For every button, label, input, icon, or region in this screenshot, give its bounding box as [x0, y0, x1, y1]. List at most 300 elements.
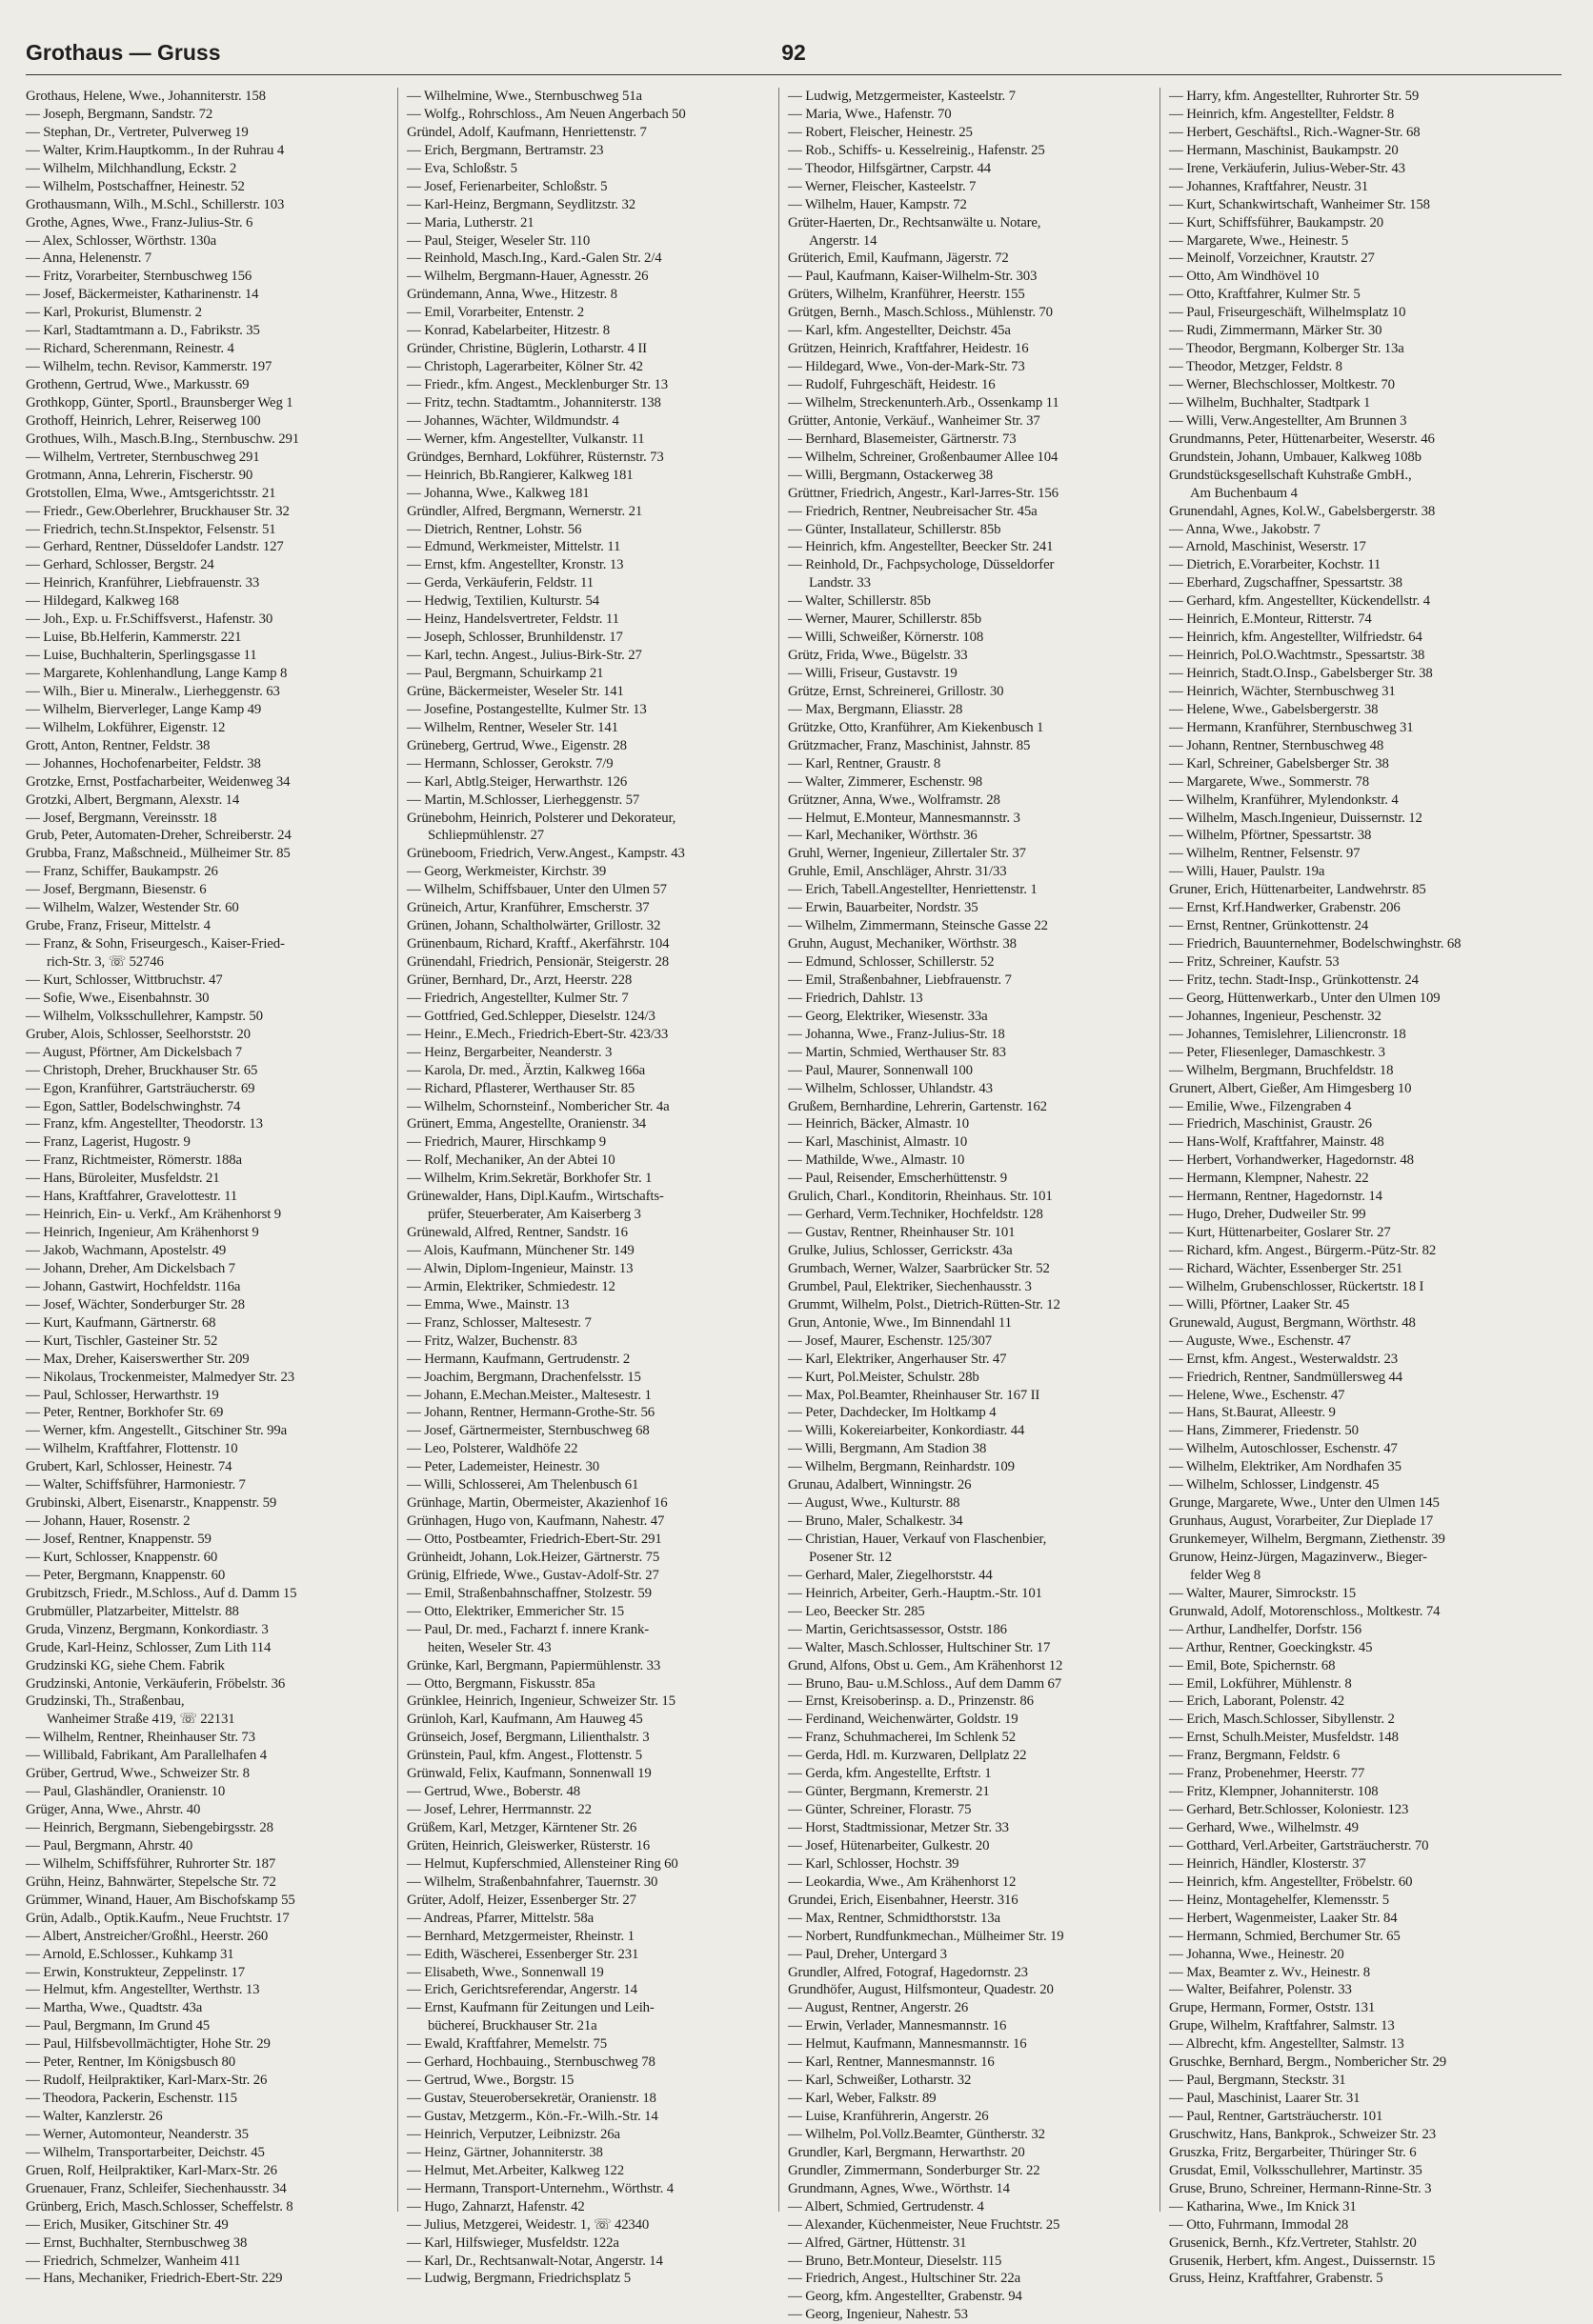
directory-entry: Grotzke, Ernst, Postfacharbeiter, Weidenweg 34 [26, 773, 291, 790]
directory-entry: — Heinrich, Arbeiter, Gerh.-Hauptm.-Str. 101 [788, 1585, 1042, 1601]
directory-entry: — Heinrich, Händler, Klosterstr. 37 [1169, 1855, 1366, 1872]
directory-entry: Grulke, Julius, Schlosser, Gerrickstr. 43a [788, 1243, 1013, 1258]
directory-entry: Grothues, Wilh., Masch.B.Ing., Sternbuschw. 291 [26, 431, 300, 447]
directory-entry: — Joh., Exp. u. Fr.Schiffsverst., Hafenstr. 30 [26, 611, 273, 628]
directory-entry: Grusenik, Herbert, kfm. Angest., Duissernstr. 15 [1169, 2253, 1436, 2269]
directory-entry: — Hans, Büroleiter, Musfeldstr. 21 [26, 1171, 220, 1187]
directory-entry: Grundmanns, Peter, Hüttenarbeiter, Weserstr. 46 [1169, 431, 1435, 447]
directory-entry: — Dietrich, E.Vorarbeiter, Kochstr. 11 [1169, 557, 1381, 573]
directory-entry: Grunwald, Adolf, Motorenschloss., Moltkestr. 74 [1169, 1603, 1441, 1619]
directory-entry: — Kurt, Schlosser, Wittbruchstr. 47 [26, 972, 223, 988]
directory-entry: — Heinrich, Pol.O.Wachtmstr., Spessartstr. 38 [1169, 648, 1425, 664]
directory-entry: Grupe, Hermann, Former, Oststr. 131 [1169, 2000, 1376, 2016]
directory-entry: — Max, Rentner, Schmidthorststr. 13a [788, 1910, 1000, 1926]
directory-entry: — Christian, Hauer, Verkauf von Flaschenbier, [788, 1532, 1047, 1547]
directory-entry: — Ernst, Buchhalter, Sternbuschweg 38 [26, 2234, 248, 2251]
directory-entry: Grünendahl, Friedrich, Pensionär, Steigerstr. 28 [407, 954, 669, 970]
directory-entry: — Erich, Laborant, Polenstr. 42 [1169, 1693, 1344, 1710]
directory-entry: — Heinz, Handelsvertreter, Feldstr. 11 [407, 611, 619, 628]
directory-entry: Grothaus, Helene, Wwe., Johanniterstr. 158 [26, 89, 266, 104]
directory-entry: — Josef, Lehrer, Herrmannstr. 22 [407, 1802, 592, 1818]
directory-entry: — Erich, Bergmann, Bertramstr. 23 [407, 142, 604, 158]
directory-entry: — Karl, Abtlg.Steiger, Herwarthstr. 126 [407, 773, 628, 790]
directory-entry: — Wilhelm, Grubenschlosser, Rückertstr. 18 I [1169, 1278, 1424, 1294]
directory-entry: Grünhage, Martin, Obermeister, Akazienhof 16 [407, 1495, 668, 1512]
directory-entry: — Werner, Blechschlosser, Moltkestr. 70 [1169, 377, 1395, 392]
directory-entry: — Eva, Schloßstr. 5 [407, 160, 517, 176]
directory-entry: — Otto, Am Windhövel 10 [1169, 269, 1320, 285]
directory-entry: — Walter, Schillerstr. 85b [788, 593, 931, 610]
directory-entry: Grub, Peter, Automaten-Dreher, Schreiberstr. 24 [26, 828, 292, 844]
directory-entry: — Heinrich, kfm. Angestellter, Wilfriedstr. 64 [1169, 630, 1422, 646]
directory-entry: — Gerhard, Wwe., Wilhelmstr. 49 [1169, 1820, 1359, 1835]
directory-entry: Grunau, Adalbert, Winningstr. 26 [788, 1477, 972, 1493]
directory-entry: — Heinrich, Ein- u. Verkf., Am Krähenhorst 9 [26, 1207, 282, 1223]
directory-entry: — Heinrich, Kranführer, Liebfrauenstr. 33 [26, 575, 260, 591]
directory-entry: — Erich, Tabell.Angestellter, Henriettenstr. 1 [788, 882, 1038, 898]
directory-entry: — Erwin, Verlader, Mannesmannstr. 16 [788, 2018, 1007, 2034]
directory-entry: Grudzinski, Th., Straßenbau, [26, 1693, 185, 1710]
directory-entry: — Fritz, Vorarbeiter, Sternbuschweg 156 [26, 269, 252, 285]
directory-entry: — Heinr., E.Mech., Friedrich-Ebert-Str. 423/33 [407, 1026, 669, 1042]
directory-entry: — Helene, Wwe., Gabelsbergerstr. 38 [1169, 701, 1379, 717]
directory-entry: Grundler, Zimmermann, Sonderburger Str. 22 [788, 2162, 1040, 2178]
directory-entry: — Gotthard, Verl.Arbeiter, Gartsträucherstr. 70 [1169, 1837, 1429, 1853]
directory-entry: — Wilhelm, Walzer, Westender Str. 60 [26, 900, 239, 916]
directory-entry: — Wilhelm, Volksschullehrer, Kampstr. 50 [26, 1008, 263, 1024]
directory-entry: — Werner, Automonteur, Neanderstr. 35 [26, 2126, 249, 2142]
directory-entry: Grützke, Otto, Kranführer, Am Kiekenbusch 1 [788, 719, 1044, 735]
directory-entry: — Leo, Beecker Str. 285 [788, 1603, 925, 1619]
directory-entry: — Arnold, E.Schlosser., Kuhkamp 31 [26, 1946, 234, 1962]
directory-entry: Grubba, Franz, Maßschneid., Mülheimer Str. 85 [26, 846, 291, 862]
directory-entry: — Fritz, Walzer, Buchenstr. 83 [407, 1332, 577, 1349]
directory-entry: — Wilhelm, Schiffsbauer, Unter den Ulmen 57 [407, 882, 667, 898]
directory-entry: — Friedr., Gew.Oberlehrer, Bruckhauser Str. 32 [26, 503, 290, 519]
directory-entry: — Friedrich, Dahlstr. 13 [788, 990, 923, 1006]
directory-entry: — Max, Dreher, Kaiserswerther Str. 209 [26, 1351, 250, 1367]
directory-entry: — Martin, M.Schlosser, Lierheggenstr. 57 [407, 791, 640, 808]
directory-entry: — Heinrich, Stadt.O.Insp., Gabelsberger Str. 38 [1169, 666, 1433, 681]
directory-entry: — Hans, Kraftfahrer, Gravelottestr. 11 [26, 1189, 238, 1205]
directory-entry: — Richard, Pflasterer, Werthauser Str. 85 [407, 1080, 635, 1096]
directory-entry: — Josef, Bäckermeister, Katharinenstr. 14 [26, 287, 259, 303]
directory-entry: — Reinhold, Dr., Fachpsychologe, Düsseldorfer [788, 557, 1055, 573]
directory-entry: — Wilhelm, Schornsteinf., Nombericher Str. 4a [407, 1098, 670, 1114]
directory-entry: Grubinski, Albert, Eisenarstr., Knappenstr. 59 [26, 1495, 277, 1512]
directory-entry: Grulich, Charl., Konditorin, Rheinhaus. Str. 101 [788, 1189, 1053, 1205]
directory-entry: — Josef, Rentner, Knappenstr. 59 [26, 1532, 212, 1547]
directory-entry: Grüneberg, Gertrud, Wwe., Eigenstr. 28 [407, 737, 627, 753]
directory-entry: Grüßem, Karl, Metzger, Kärntener Str. 26 [407, 1820, 637, 1835]
directory-entry: — Theodor, Hilfsgärtner, Carpstr. 44 [788, 160, 991, 176]
directory-entry: — Franz, Schiffer, Baukampstr. 26 [26, 864, 218, 880]
directory-entry: — Auguste, Wwe., Eschenstr. 47 [1169, 1332, 1351, 1349]
directory-entry: — Willi, Friseur, Gustavstr. 19 [788, 666, 958, 681]
directory-entry: Grütgen, Bernh., Masch.Schloss., Mühlenstr. 70 [788, 305, 1053, 321]
directory-entry: — Hildegard, Wwe., Von-der-Mark-Str. 73 [788, 359, 1025, 375]
directory-entry: Gruschke, Bernhard, Bergm., Nombericher Str. 29 [1169, 2054, 1447, 2071]
directory-entry: Grupe, Wilhelm, Kraftfahrer, Salmstr. 13 [1169, 2018, 1395, 2034]
directory-entry: — Johannes, Temislehrer, Liliencronstr. 18 [1169, 1026, 1406, 1042]
directory-entry: — Josef, Wächter, Sonderburger Str. 28 [26, 1296, 245, 1312]
directory-entry: — Hermann, Schmied, Berchumer Str. 65 [1169, 1928, 1401, 1944]
directory-entry: — Karl, kfm. Angestellter, Deichstr. 45a [788, 323, 1011, 339]
directory-entry: — Wilh., Bier u. Mineralw., Lierheggenstr. 63 [26, 683, 280, 699]
directory-entry: Grünseich, Josef, Bergmann, Lilienthalstr. 3 [407, 1730, 650, 1746]
directory-entry: Gründges, Bernhard, Lokführer, Rüsternstr. 73 [407, 449, 664, 465]
directory-entry: — Paul, Bergmann, Im Grund 45 [26, 2018, 211, 2034]
directory-entry: — Reinhold, Masch.Ing., Kard.-Galen Str. 2/4 [407, 250, 662, 267]
directory-entry: — Wilhelmine, Wwe., Sternbuschweg 51a [407, 89, 642, 104]
directory-entry: — Karl, Weber, Falkstr. 89 [788, 2091, 937, 2107]
directory-entry: — Wilhelm, Krim.Sekretär, Borkhofer Str. 1 [407, 1171, 653, 1187]
directory-entry: — Georg, Hüttenwerkarb., Unter den Ulmen 109 [1169, 990, 1441, 1006]
directory-entry: — Emil, Straßenbahner, Liebfrauenstr. 7 [788, 972, 1012, 988]
directory-entry: Grundstücksgesellschaft Kuhstraße GmbH., [1169, 467, 1412, 483]
directory-entry: Gruhn, August, Mechaniker, Wörthstr. 38 [788, 936, 1017, 952]
directory-entry: Gruhl, Werner, Ingenieur, Zillertaler Str. 37 [788, 846, 1026, 862]
directory-entry: — Paul, Dr. med., Facharzt f. innere Krank- [407, 1621, 650, 1637]
directory-entry: — Günter, Installateur, Schillerstr. 85b [788, 521, 1001, 537]
directory-entry: — Heinz, Bergarbeiter, Neanderstr. 3 [407, 1044, 613, 1060]
directory-entry: — Ernst, Krf.Handwerker, Grabenstr. 206 [1169, 900, 1401, 916]
directory-entry: — Joseph, Bergmann, Sandstr. 72 [26, 106, 213, 122]
directory-entry: Grüneboom, Friedrich, Verw.Angest., Kampstr. 43 [407, 846, 685, 862]
directory-entry: — Emil, Lokführer, Mühlenstr. 8 [1169, 1675, 1352, 1692]
directory-entry: — Wilhelm, Bergmann-Hauer, Agnesstr. 26 [407, 269, 649, 285]
directory-entry: büchereí, Bruckhauser Str. 21a [428, 2018, 597, 2034]
directory-entry: — Paul, Rentner, Gartsträucherstr. 101 [1169, 2109, 1383, 2124]
directory-entry: — Wilhelm, Masch.Ingenieur, Duissernstr. 12 [1169, 810, 1422, 826]
directory-entry: Gruber, Alois, Schlosser, Seelhorststr. 20 [26, 1026, 251, 1042]
directory-entry: — Gerda, kfm. Angestellte, Erftstr. 1 [788, 1766, 992, 1782]
directory-entry: Grunkemeyer, Wilhelm, Bergmann, Ziethenstr. 39 [1169, 1532, 1445, 1547]
directory-entry: — Johannes, Wächter, Wildmundstr. 4 [407, 412, 619, 429]
directory-entry: — Karl, Rentner, Graustr. 8 [788, 755, 941, 771]
directory-entry: Gruse, Bruno, Schreiner, Hermann-Rinne-Str. 3 [1169, 2180, 1432, 2196]
directory-entry: — Kurt, Kaufmann, Gärtnerstr. 68 [26, 1314, 216, 1331]
directory-entry: — Heinrich, Wächter, Sternbuschweg 31 [1169, 683, 1396, 699]
directory-entry: — Arnold, Maschinist, Weserstr. 17 [1169, 539, 1366, 555]
directory-entry: Grummt, Wilhelm, Polst., Dietrich-Rütten-Str. 12 [788, 1296, 1060, 1312]
directory-entry: — Maria, Lutherstr. 21 [407, 214, 534, 230]
directory-entry: — Wilhelm, Rentner, Felsenstr. 97 [1169, 846, 1361, 862]
directory-entry: — Harry, kfm. Angestellter, Ruhrorter Str. 59 [1169, 89, 1420, 104]
directory-entry: Gruhle, Emil, Anschläger, Ahrstr. 31/33 [788, 864, 1007, 880]
directory-entry: — Karola, Dr. med., Ärztin, Kalkweg 166a [407, 1062, 645, 1078]
directory-entry: — Karl, techn. Angest., Julius-Birk-Str. 27 [407, 648, 642, 664]
directory-entry: — Bernhard, Metzgermeister, Rheinstr. 1 [407, 1928, 635, 1944]
directory-entry: — Anna, Helenenstr. 7 [26, 250, 152, 267]
directory-entry: — Edith, Wäscherei, Essenberger Str. 231 [407, 1946, 639, 1962]
directory-entry: — Franz, Richtmeister, Römerstr. 188a [26, 1152, 242, 1169]
directory-entry: — Wilhelm, Pförtner, Spessartstr. 38 [1169, 828, 1372, 844]
directory-entry: — Richard, Scherenmann, Reinestr. 4 [26, 341, 234, 357]
directory-entry: — Peter, Bergmann, Knappenstr. 60 [26, 1567, 226, 1583]
directory-entry: — Georg, Werkmeister, Kirchstr. 39 [407, 864, 607, 880]
directory-entry: — Maria, Wwe., Hafenstr. 70 [788, 106, 952, 122]
directory-entry: — Albert, Schmied, Gertrudenstr. 4 [788, 2198, 984, 2214]
directory-entry: — Willi, Kokereiarbeiter, Konkordiastr. 44 [788, 1423, 1025, 1439]
directory-entry: — Norbert, Rundfunkmechan., Mülheimer Str. 19 [788, 1928, 1064, 1944]
directory-entry: Grütz, Frida, Wwe., Bügelstr. 33 [788, 648, 968, 664]
directory-entry: — August, Wwe., Kulturstr. 88 [788, 1495, 960, 1512]
directory-entry: — Karl, Stadtamtmann a. D., Fabrikstr. 35 [26, 323, 260, 339]
directory-entry: — Helmut, Kupferschmied, Allensteiner Ring 60 [407, 1855, 678, 1872]
directory-entry: — Arthur, Rentner, Goeckingkstr. 45 [1169, 1639, 1373, 1655]
directory-entry: — Gustav, Rentner, Rheinhauser Str. 101 [788, 1225, 1016, 1241]
directory-entry: — Irene, Verkäuferin, Julius-Weber-Str. 43 [1169, 160, 1405, 176]
directory-entry: — Heinrich, Ingenieur, Am Krähenhorst 9 [26, 1225, 259, 1241]
directory-entry: — Theodora, Packerin, Eschenstr. 115 [26, 2091, 237, 2107]
directory-entry: Grüner, Bernhard, Dr., Arzt, Heerstr. 228 [407, 972, 633, 988]
directory-entry: Grubmüller, Platzarbeiter, Mittelstr. 88 [26, 1603, 239, 1619]
directory-entry: — Wolfg., Rohrschloss., Am Neuen Angerbach 50 [407, 106, 686, 122]
directory-entry: — Fritz, Klempner, Johanniterstr. 108 [1169, 1784, 1379, 1800]
directory-entry: — Friedrich, techn.St.Inspektor, Felsenstr. 51 [26, 521, 276, 537]
directory-entry: — Wilhelm, Bergmann, Bruchfeldstr. 18 [1169, 1062, 1394, 1078]
directory-entry: — Christoph, Lagerarbeiter, Kölner Str. 42 [407, 359, 643, 375]
directory-entry: — Rolf, Mechaniker, An der Abtei 10 [407, 1152, 615, 1169]
directory-entry: — Sofie, Wwe., Eisenbahnstr. 30 [26, 990, 210, 1006]
directory-entry: — Leo, Polsterer, Waldhöfe 22 [407, 1441, 578, 1457]
directory-entry: Grusenick, Bernh., Kfz.Vertreter, Stahlstr. 20 [1169, 2234, 1417, 2251]
directory-entry: Grünebohm, Heinrich, Polsterer und Dekorateur, [407, 810, 676, 826]
directory-entry: — Helmut, Met.Arbeiter, Kalkweg 122 [407, 2162, 624, 2178]
directory-entry: Grünig, Elfriede, Wwe., Gustav-Adolf-Str. 27 [407, 1567, 659, 1583]
directory-entry: — Johannes, Ingenieur, Peschenstr. 32 [1169, 1008, 1381, 1024]
directory-entry: — Bruno, Betr.Monteur, Dieselstr. 115 [788, 2253, 1002, 2269]
directory-entry: — Joseph, Schlosser, Brunhildenstr. 17 [407, 630, 623, 646]
directory-entry: — Paul, Reisender, Emscherhüttenstr. 9 [788, 1171, 1008, 1187]
directory-entry: Grunhaus, August, Vorarbeiter, Zur Dieplade 17 [1169, 1513, 1434, 1530]
directory-entry: Grothenn, Gertrud, Wwe., Markusstr. 69 [26, 377, 250, 392]
directory-entry: — Richard, Wächter, Essenberger Str. 251 [1169, 1260, 1403, 1276]
directory-entry: Grünewald, Alfred, Rentner, Sandstr. 16 [407, 1225, 628, 1241]
directory-entry: — Otto, Kraftfahrer, Kulmer Str. 5 [1169, 287, 1361, 303]
directory-entry: — Kurt, Hüttenarbeiter, Goslarer Str. 27 [1169, 1225, 1391, 1241]
directory-entry: — Wilhelm, techn. Revisor, Kammerstr. 197 [26, 359, 272, 375]
directory-entry: Grützner, Anna, Wwe., Wolframstr. 28 [788, 791, 1000, 808]
directory-entry: — Max, Beamter z. Wv., Heinestr. 8 [1169, 1964, 1371, 1980]
directory-entry: — Paul, Bergmann, Schuirkamp 21 [407, 666, 604, 681]
directory-entry: Grubitzsch, Friedr., M.Schloss., Auf d. Damm 15 [26, 1585, 297, 1601]
directory-entry: — Otto, Bergmann, Fiskusstr. 85a [407, 1675, 595, 1692]
directory-entry: Grünert, Emma, Angestellte, Oranienstr. 34 [407, 1116, 646, 1132]
directory-entry: — Johanna, Wwe., Heinestr. 20 [1169, 1946, 1344, 1962]
directory-entry: — Katharina, Wwe., Im Knick 31 [1169, 2198, 1357, 2214]
directory-entry: — Albrecht, kfm. Angestellter, Salmstr. 13 [1169, 2036, 1404, 2053]
directory-entry: — Konrad, Kabelarbeiter, Hitzestr. 8 [407, 323, 611, 339]
directory-entry: — Martha, Wwe., Quadtstr. 43a [26, 2000, 203, 2016]
directory-entry: — Gerhard, Schlosser, Bergstr. 24 [26, 557, 214, 573]
directory-entry: — Hugo, Dreher, Dudweiler Str. 99 [1169, 1207, 1366, 1223]
directory-entry: — Albert, Anstreicher/Großhl., Heerstr. 260 [26, 1928, 269, 1944]
column-2 [407, 88, 769, 2287]
directory-entry: — Ernst, Kaufmann für Zeitungen und Leih- [407, 2000, 655, 2016]
directory-entry: Grün, Adalb., Optik.Kaufm., Neue Fruchtstr. 17 [26, 1910, 290, 1926]
directory-entry: Gründemann, Anna, Wwe., Hitzestr. 8 [407, 287, 617, 303]
directory-entry: — Johann, Rentner, Sternbuschweg 48 [1169, 737, 1384, 753]
directory-entry: — Paul, Steiger, Weseler Str. 110 [407, 232, 591, 249]
directory-entry: Grütter, Antonie, Verkäuf., Wanheimer Str. 37 [788, 412, 1040, 429]
directory-entry: Wanheimer Straße 419, ☏ 22131 [47, 1712, 235, 1728]
directory-entry: — Wilhelm, Bergmann, Reinhardstr. 109 [788, 1459, 1015, 1475]
directory-entry: — Heinrich, Bb.Rangierer, Kalkweg 181 [407, 467, 634, 483]
directory-entry: — Willi, Bergmann, Am Stadion 38 [788, 1441, 987, 1457]
directory-entry: — Eberhard, Zugschaffner, Spessartstr. 38 [1169, 575, 1402, 591]
directory-entry: Gruen, Rolf, Heilpraktiker, Karl-Marx-Str. 26 [26, 2162, 277, 2178]
directory-entry: — Emilie, Wwe., Filzengraben 4 [1169, 1098, 1352, 1114]
directory-entry: Grumbach, Werner, Walzer, Saarbrücker Str. 52 [788, 1260, 1050, 1276]
directory-entry: Grünklee, Heinrich, Ingenieur, Schweizer Str. 15 [407, 1693, 676, 1710]
directory-entry: Grunge, Margarete, Wwe., Unter den Ulmen 145 [1169, 1495, 1440, 1512]
directory-entry: — Paul, Glashändler, Oranienstr. 10 [26, 1784, 226, 1800]
column-divider [778, 88, 779, 2212]
column-4 [1169, 88, 1531, 2287]
directory-entry: — Georg, Elektriker, Wiesenstr. 33a [788, 1008, 988, 1024]
directory-entry: — Franz, Schuhmacherei, Im Schlenk 52 [788, 1730, 1016, 1746]
directory-entry: — Wilhelm, Rentner, Weseler Str. 141 [407, 719, 618, 735]
directory-entry: Grüter-Haerten, Dr., Rechtsanwälte u. Notare, [788, 214, 1041, 230]
directory-entry: — Bernhard, Blasemeister, Gärtnerstr. 73 [788, 431, 1017, 447]
directory-entry: — Max, Pol.Beamter, Rheinhauser Str. 167 II [788, 1387, 1040, 1403]
directory-entry: — Ludwig, Bergmann, Friedrichsplatz 5 [407, 2271, 631, 2287]
directory-entry: — Karl, Dr., Rechtsanwalt-Notar, Angerstr. 14 [407, 2253, 663, 2269]
column-divider [397, 88, 398, 2212]
directory-entry: Grünloh, Karl, Kaufmann, Am Hauweg 45 [407, 1712, 643, 1728]
directory-entry: — Mathilde, Wwe., Almastr. 10 [788, 1152, 965, 1169]
directory-entry: — Willi, Schlosserei, Am Thelenbusch 61 [407, 1477, 639, 1493]
directory-entry: Grundmann, Agnes, Wwe., Wörthstr. 14 [788, 2180, 1010, 2196]
directory-entry: — Theodor, Bergmann, Kolberger Str. 13a [1169, 341, 1404, 357]
directory-entry: Grundhöfer, August, Hilfsmonteur, Quadestr. 20 [788, 1982, 1054, 1998]
directory-entry: — Peter, Dachdecker, Im Holtkamp 4 [788, 1405, 997, 1421]
directory-entry: Grüneich, Artur, Kranführer, Emscherstr. 37 [407, 900, 650, 916]
directory-entry: — Willi, Hauer, Paulstr. 19a [1169, 864, 1325, 880]
header-rule [26, 74, 1562, 75]
directory-entry: Grotstollen, Elma, Wwe., Amtsgerichtsstr. 21 [26, 485, 276, 501]
directory-entry: — Peter, Rentner, Im Königsbusch 80 [26, 2054, 236, 2071]
directory-entry: — Josef, Hütenarbeiter, Gulkestr. 20 [788, 1837, 990, 1853]
directory-entry: — Walter, Masch.Schlosser, Hultschiner Str. 17 [788, 1639, 1051, 1655]
directory-entry: — Johanna, Wwe., Kalkweg 181 [407, 485, 590, 501]
directory-entry: Grudzinski, Antonie, Verkäuferin, Fröbelstr. 36 [26, 1675, 286, 1692]
directory-entry: — Theodor, Metzger, Feldstr. 8 [1169, 359, 1342, 375]
directory-entry: Grüterich, Emil, Kaufmann, Jägerstr. 72 [788, 250, 1009, 267]
directory-entry: — Werner, kfm. Angestellt., Gitschiner Str. 99a [26, 1423, 288, 1439]
directory-entry: — Luise, Buchhalterin, Sperlingsgasse 11 [26, 648, 257, 664]
directory-entry: — Paul, Dreher, Untergard 3 [788, 1946, 947, 1962]
directory-entry: — Johann, Dreher, Am Dickelsbach 7 [26, 1260, 235, 1276]
directory-entry: Angerstr. 14 [809, 232, 877, 249]
directory-entry: — Herbert, Geschäftsl., Rich.-Wagner-Str. 68 [1169, 124, 1421, 140]
directory-entry: — Wilhelm, Kranführer, Mylendonkstr. 4 [1169, 791, 1399, 808]
directory-entry: — Robert, Fleischer, Heinestr. 25 [788, 124, 973, 140]
directory-entry: — Alex, Schlosser, Wörthstr. 130a [26, 232, 217, 249]
directory-entry: — Wilhelm, Vertreter, Sternbuschweg 291 [26, 449, 260, 465]
directory-entry: — Johannes, Kraftfahrer, Neustr. 31 [1169, 178, 1369, 194]
directory-entry: — Johann, Hauer, Rosenstr. 2 [26, 1513, 191, 1530]
directory-entry: — Hermann, Schlosser, Gerokstr. 7/9 [407, 755, 614, 771]
directory-entry: Gruss, Heinz, Kraftfahrer, Grabenstr. 5 [1169, 2271, 1383, 2287]
directory-entry: — Margarete, Wwe., Sommerstr. 78 [1169, 773, 1369, 790]
directory-entry: — Josef, Maurer, Eschenstr. 125/307 [788, 1332, 993, 1349]
directory-entry: — Willibald, Fabrikant, Am Parallelhafen 4 [26, 1748, 267, 1764]
directory-entry: Grothoff, Heinrich, Lehrer, Reiserweg 100 [26, 412, 261, 429]
directory-entry: — Günter, Schreiner, Florastr. 75 [788, 1802, 972, 1818]
directory-entry: — Karl, Maschinist, Almastr. 10 [788, 1134, 968, 1151]
directory-entry: — Friedrich, Angest., Hultschiner Str. 22a [788, 2271, 1020, 2287]
directory-entry: — Emil, Straßenbahnschaffner, Stolzestr. 59 [407, 1585, 652, 1601]
directory-entry: Schliepmühlenstr. 27 [428, 828, 544, 844]
directory-entry: — Karl, Schreiner, Gabelsberger Str. 38 [1169, 755, 1389, 771]
directory-entry: Grunendahl, Agnes, Kol.W., Gabelsbergerstr. 38 [1169, 503, 1436, 519]
directory-entry: — Margarete, Wwe., Heinestr. 5 [1169, 232, 1349, 249]
directory-entry: — Luise, Bb.Helferin, Kammerstr. 221 [26, 630, 242, 646]
directory-entry: — Margarete, Kohlenhandlung, Lange Kamp 8 [26, 666, 288, 681]
directory-entry: — Wilhelm, Schiffsführer, Ruhrorter Str. 187 [26, 1855, 276, 1872]
directory-entry: — Franz, Bergmann, Feldstr. 6 [1169, 1748, 1341, 1764]
directory-entry: — Heinrich, Bäcker, Almastr. 10 [788, 1116, 969, 1132]
directory-entry: — Wilhelm, Elektriker, Am Nordhafen 35 [1169, 1459, 1401, 1475]
directory-entry: Grüttner, Friedrich, Angestr., Karl-Jarres-Str. 156 [788, 485, 1059, 501]
directory-entry: Gruner, Erich, Hüttenarbeiter, Landwehrstr. 85 [1169, 882, 1426, 898]
directory-entry: — Heinrich, Bergmann, Siebengebirgsstr. 28 [26, 1820, 273, 1835]
directory-entry: — Ludwig, Metzgermeister, Kasteelstr. 7 [788, 89, 1016, 104]
directory-entry: — Wilhelm, Autoschlosser, Eschenstr. 47 [1169, 1441, 1398, 1457]
directory-entry: Gruszka, Fritz, Bergarbeiter, Thüringer Str. 6 [1169, 2144, 1417, 2160]
page-header [26, 40, 1562, 72]
directory-entry: — Hermann, Transport-Unternehm., Wörthstr. 4 [407, 2180, 674, 2196]
directory-entry: Grund, Alfons, Obst u. Gem., Am Krähenhorst 12 [788, 1657, 1063, 1673]
directory-entry: — Walter, Kanzlerstr. 26 [26, 2109, 163, 2124]
directory-entry: — Herbert, Vorhandwerker, Hagedornstr. 48 [1169, 1152, 1414, 1169]
directory-entry: Grünen, Johann, Schaltholwärter, Grillostr. 32 [407, 918, 661, 934]
directory-entry: — Emil, Bote, Spichernstr. 68 [1169, 1657, 1336, 1673]
directory-entry: Grüten, Heinrich, Gleiswerker, Rüsterstr. 16 [407, 1837, 650, 1853]
directory-entry: — Gertrud, Wwe., Borgstr. 15 [407, 2073, 575, 2089]
directory-entry: — Hermann, Rentner, Hagedornstr. 14 [1169, 1189, 1382, 1205]
directory-entry: — Egon, Sattler, Bodelschwinghstr. 74 [26, 1098, 241, 1114]
directory-entry: — Heinrich, kfm. Angestellter, Fröbelstr. 60 [1169, 1873, 1413, 1890]
directory-entry: — Friedrich, Maurer, Hirschkamp 9 [407, 1134, 606, 1151]
directory-entry: — Jakob, Wachmann, Apostelstr. 49 [26, 1243, 227, 1258]
directory-entry: — Erwin, Konstrukteur, Zeppelinstr. 17 [26, 1964, 246, 1980]
directory-entry: — Armin, Elektriker, Schmiedestr. 12 [407, 1278, 615, 1294]
directory-entry: Grunow, Heinz-Jürgen, Magazinverw., Bieger- [1169, 1549, 1427, 1565]
directory-entry: — Hugo, Zahnarzt, Hafenstr. 42 [407, 2198, 585, 2214]
directory-entry: — Franz, Probenehmer, Heerstr. 77 [1169, 1766, 1365, 1782]
directory-entry: — Martin, Schmied, Werthauser Str. 83 [788, 1044, 1006, 1060]
directory-entry: — Anna, Wwe., Jakobstr. 7 [1169, 521, 1321, 537]
directory-entry: Gründler, Alfred, Bergmann, Wernerstr. 21 [407, 503, 643, 519]
directory-entry: Grümmer, Winand, Hauer, Am Bischofskamp 55 [26, 1892, 295, 1908]
directory-entry: — Meinolf, Vorzeichner, Krautstr. 27 [1169, 250, 1375, 267]
directory-entry: rich-Str. 3, ☏ 52746 [47, 954, 164, 970]
directory-entry: — Johann, Gastwirt, Hochfeldstr. 116a [26, 1278, 241, 1294]
directory-entry: — Ferdinand, Weichenwärter, Goldstr. 19 [788, 1712, 1018, 1728]
directory-entry: — Josef, Ferienarbeiter, Schloßstr. 5 [407, 178, 608, 194]
running-head-left: Grothaus — Gruss [26, 40, 221, 65]
directory-entry: — Walter, Beifahrer, Polenstr. 33 [1169, 1982, 1352, 1998]
directory-entry: — Otto, Elektriker, Emmericher Str. 15 [407, 1603, 624, 1619]
directory-entry: — Georg, kfm. Angestellter, Grabenstr. 94 [788, 2289, 1022, 2305]
directory-entry: — Otto, Postbeamter, Friedrich-Ebert-Str. 291 [407, 1532, 662, 1547]
directory-entry: Grünberg, Erich, Masch.Schlosser, Scheffelstr. 8 [26, 2198, 293, 2214]
directory-entry: — Gerda, Hdl. m. Kurzwaren, Dellplatz 22 [788, 1748, 1027, 1764]
